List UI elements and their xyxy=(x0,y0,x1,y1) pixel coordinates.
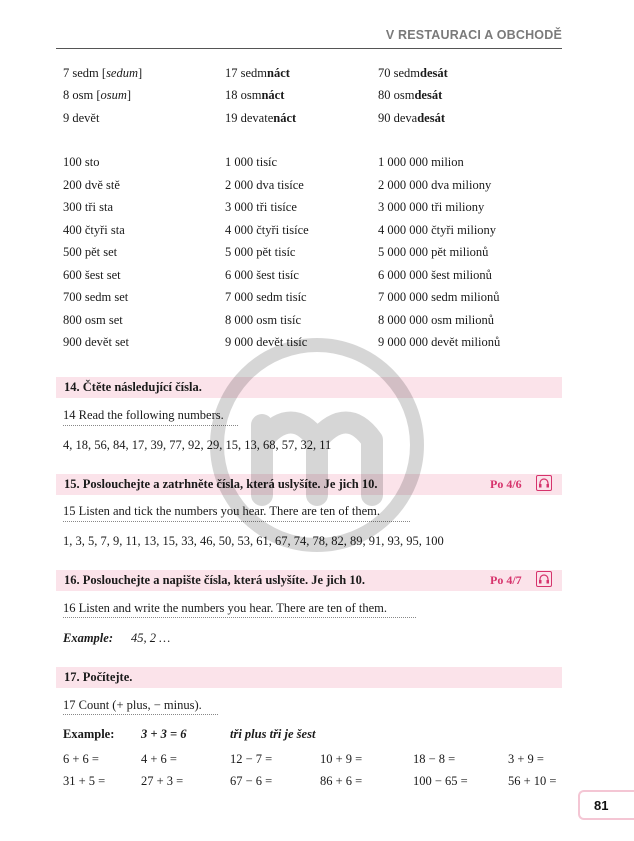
number-word: 2 000 dva tisíce xyxy=(225,178,304,192)
calc-item: 12 − 7 = xyxy=(230,752,273,766)
exercise-instruction: 17 Count (+ plus, − minus). xyxy=(63,698,202,712)
calc-item: 86 + 6 = xyxy=(320,774,363,788)
number-word: 1 000 000 milion xyxy=(378,155,464,169)
number-word: 600 šest set xyxy=(63,268,121,282)
calc-item: 6 + 6 = xyxy=(63,752,99,766)
exercise-17-header xyxy=(56,667,562,688)
number-word: 200 dvě stě xyxy=(63,178,120,192)
running-header xyxy=(56,28,562,49)
audio-track-label: Po 4/7 xyxy=(490,573,522,587)
exercise-content: 1, 3, 5, 7, 9, 11, 13, 15, 33, 46, 50, 53, 61, 67, 74, 78, 82, 89, 91, 93, 95, 100 xyxy=(63,534,444,548)
example-expression: 3 + 3 = 6 xyxy=(141,727,187,741)
exercise-instruction: 14 Read the following numbers. xyxy=(63,408,224,422)
number-word: 4 000 čtyři tisíce xyxy=(225,223,309,237)
calc-item: 3 + 9 = xyxy=(508,752,544,766)
number-word: 70 sedmdesát xyxy=(378,66,448,80)
calc-item: 4 + 6 = xyxy=(141,752,177,766)
example-label: Example: xyxy=(63,631,113,645)
page-number-tab xyxy=(578,790,634,820)
number-word: 6 000 šest tisíc xyxy=(225,268,299,282)
calc-item: 10 + 9 = xyxy=(320,752,363,766)
number-word: 6 000 000 šest milionů xyxy=(378,268,492,282)
dotted-underline xyxy=(63,617,416,618)
calc-item: 31 + 5 = xyxy=(63,774,106,788)
example-words: tři plus tři je šest xyxy=(230,727,316,741)
number-word: 90 devadesát xyxy=(378,111,446,125)
audio-track-label: Po 4/6 xyxy=(490,477,522,491)
exercise-title: 15. Poslouchejte a zatrhněte čísla, která uslyšíte. Je jich 10. xyxy=(64,477,378,491)
number-word: 8 000 osm tisíc xyxy=(225,313,302,327)
number-word: 9 devět xyxy=(63,111,100,125)
number-word: 19 devatenáct xyxy=(225,111,297,125)
exercise-14-header xyxy=(56,377,562,398)
headphones-icon[interactable] xyxy=(536,475,552,491)
exercise-instruction: 16 Listen and write the numbers you hear. There are ten of them. xyxy=(63,601,387,615)
example-value: 45, 2 … xyxy=(131,631,171,645)
exercise-title: 17. Počítejte. xyxy=(64,670,133,684)
number-word: 3 000 000 tři miliony xyxy=(378,200,485,214)
number-word: 80 osmdesát xyxy=(378,88,443,102)
number-word: 4 000 000 čtyři miliony xyxy=(378,223,497,237)
number-word: 7 sedm [sedum] xyxy=(63,66,143,80)
number-word: 2 000 000 dva miliony xyxy=(378,178,492,192)
calc-item: 56 + 10 = xyxy=(508,774,557,788)
number-word: 8 000 000 osm milionů xyxy=(378,313,494,327)
number-word: 9 000 devět tisíc xyxy=(225,335,308,349)
dotted-underline xyxy=(63,425,238,426)
number-word: 800 osm set xyxy=(63,313,123,327)
exercise-title: 14. Čtěte následující čísla. xyxy=(64,380,202,394)
number-word: 5 000 000 pět milionů xyxy=(378,245,489,259)
number-word: 900 devět set xyxy=(63,335,129,349)
headphones-icon[interactable] xyxy=(536,571,552,587)
number-word: 500 pět set xyxy=(63,245,118,259)
page-number: 81 xyxy=(594,798,609,813)
number-word: 300 tři sta xyxy=(63,200,113,214)
number-word: 3 000 tři tisíce xyxy=(225,200,297,214)
dotted-underline xyxy=(63,521,410,522)
calc-item: 18 − 8 = xyxy=(413,752,456,766)
number-word: 1 000 tisíc xyxy=(225,155,278,169)
dotted-underline xyxy=(63,714,218,715)
calc-item: 27 + 3 = xyxy=(141,774,184,788)
number-word: 400 čtyři sta xyxy=(63,223,125,237)
calc-item: 100 − 65 = xyxy=(413,774,468,788)
number-word: 9 000 000 devět milionů xyxy=(378,335,501,349)
number-word: 8 osm [osum] xyxy=(63,88,132,102)
number-word: 17 sedmnáct xyxy=(225,66,290,80)
number-word: 7 000 000 sedm milionů xyxy=(378,290,500,304)
exercise-instruction: 15 Listen and tick the numbers you hear. There are ten of them. xyxy=(63,504,381,518)
number-word: 18 osmnáct xyxy=(225,88,285,102)
exercise-title: 16. Poslouchejte a napište čísla, která uslyšíte. Je jich 10. xyxy=(64,573,366,587)
number-word: 100 sto xyxy=(63,155,100,169)
number-word: 700 sedm set xyxy=(63,290,129,304)
example-label: Example: xyxy=(63,727,115,741)
calc-item: 67 − 6 = xyxy=(230,774,273,788)
exercise-15-header xyxy=(56,474,562,495)
exercise-content: 4, 18, 56, 84, 17, 39, 77, 92, 29, 15, 13, 68, 57, 32, 11 xyxy=(63,438,332,452)
exercise-16-header xyxy=(56,570,562,591)
number-word: 7 000 sedm tisíc xyxy=(225,290,307,304)
number-word: 5 000 pět tisíc xyxy=(225,245,296,259)
chapter-title: V RESTAURACI A OBCHODĚ xyxy=(385,28,562,42)
